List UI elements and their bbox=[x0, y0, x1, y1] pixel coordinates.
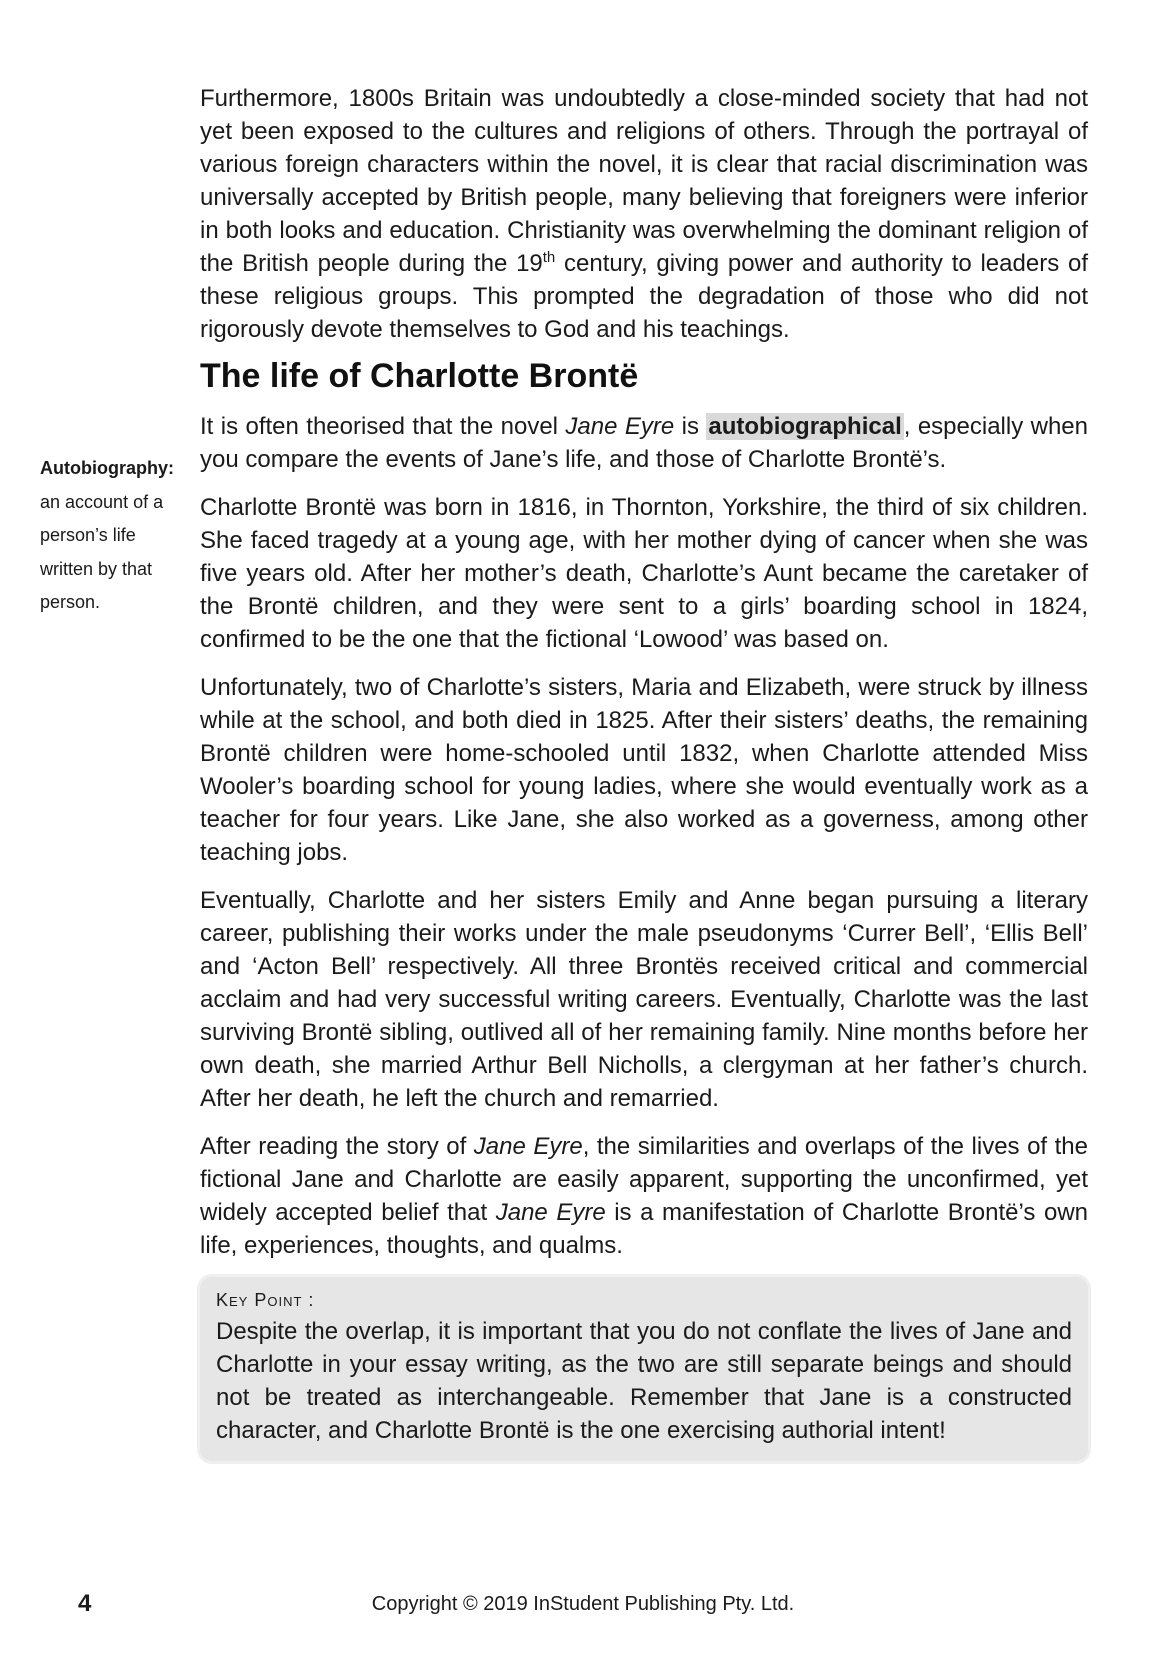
section-heading: The life of Charlotte Brontë bbox=[200, 357, 639, 395]
highlighted-term: autobiographical bbox=[708, 413, 902, 440]
intro-text-a: Furthermore, 1800s Britain was undoubtedly a close-minded society that had not yet been exposed to the cultures and religions of others. Through the portrayal of various foreign characters within the novel, it is clear that racial discrimination was universally accepted by British people, many believing that foreigners were inferior in both looks and education. Christianity was overwhelming the dominant religion of the British people during the 19 bbox=[200, 85, 1088, 277]
final-paragraph bbox=[200, 1130, 1088, 1262]
key-point-text: Despite the overlap, it is important that you do not conflate the lives of Jane and Charlotte in your essay writing, as the two are still separate beings and should not be treated as interchangeable. Remember that Jane is a constructed character, and Charlotte Brontë is the one exercising authorial intent! bbox=[216, 1318, 1072, 1444]
paragraph-birth: Charlotte Brontë was born in 1816, in Thornton, Yorkshire, the third of six children. She faced tragedy at a young age, with her mother dying of cancer when she was five years old. After her mother’s death, Charlotte’s Aunt became the caretaker of the Brontë children, and they were sent to a girls’ boarding school in 1824, confirmed to be the one that the fictional ‘Lowood’ was based on. bbox=[200, 494, 1088, 653]
intro-paragraph bbox=[200, 82, 1088, 346]
definition-sidebar bbox=[40, 452, 180, 620]
autobiography-paragraph bbox=[200, 410, 1088, 476]
text-run: is bbox=[674, 413, 707, 440]
text-run: It is often theorised that the novel bbox=[200, 413, 566, 440]
page-number: 4 bbox=[78, 1590, 92, 1617]
novel-title: Jane Eyre bbox=[495, 1199, 606, 1226]
key-point-label: Key Point : bbox=[216, 1290, 315, 1310]
intro-text-b: century, giving power and authority to leaders of these religious groups. This prompted the degradation of those who did not rigorously devote themselves to God and his teachings. bbox=[200, 250, 1088, 343]
definition-term: Autobiography: bbox=[40, 458, 174, 478]
paragraph-career: Eventually, Charlotte and her sisters Emily and Anne began pursuing a literary career, publishing their works under the male pseudonyms ‘Currer Bell’, ‘Ellis Bell’ and ‘Acton Bell’ respectively. All three Brontës received critical and commercial acclaim and had very successful writing careers. Eventually, Charlotte was the last surviving Brontë sibling, outlived all of her remaining family. Nine months before her own death, she married Arthur Bell Nicholls, a clergyman at her father’s church. After her death, he left the church and remarried. bbox=[200, 887, 1088, 1112]
main-content bbox=[200, 82, 1088, 1461]
key-point-box bbox=[200, 1277, 1088, 1461]
definition-text: an account of a person’s life written by that person. bbox=[40, 491, 164, 612]
novel-title: Jane Eyre bbox=[565, 413, 675, 440]
novel-title: Jane Eyre bbox=[473, 1133, 583, 1160]
paragraph-school: Unfortunately, two of Charlotte’s sisters, Maria and Elizabeth, were struck by illness while at the school, and both died in 1825. After their sisters’ deaths, the remaining Brontë children were home-schooled until 1832, when Charlotte attended Miss Wooler’s boarding school for young ladies, where she would eventually work as a teacher for four years. Like Jane, she also worked as a governess, among other teaching jobs. bbox=[200, 674, 1088, 866]
text-run: , the similarities and overlaps of the lives of the fictional Jane and Charlotte are easily apparent, supporting the unconfirmed, yet widely accepted belief that bbox=[200, 1133, 1088, 1226]
text-run: , especially when you compare the events of Jane’s life, and those of Charlotte Brontë’s. bbox=[200, 413, 1088, 473]
text-run: is a manifestation of Charlotte Brontë’s own life, experiences, thoughts, and qualms. bbox=[200, 1199, 1088, 1259]
copyright-footer: Copyright © 2019 InStudent Publishing Pty. Ltd. bbox=[371, 1593, 795, 1615]
superscript-th: th bbox=[542, 249, 556, 266]
text-run: After reading the story of bbox=[200, 1133, 474, 1160]
